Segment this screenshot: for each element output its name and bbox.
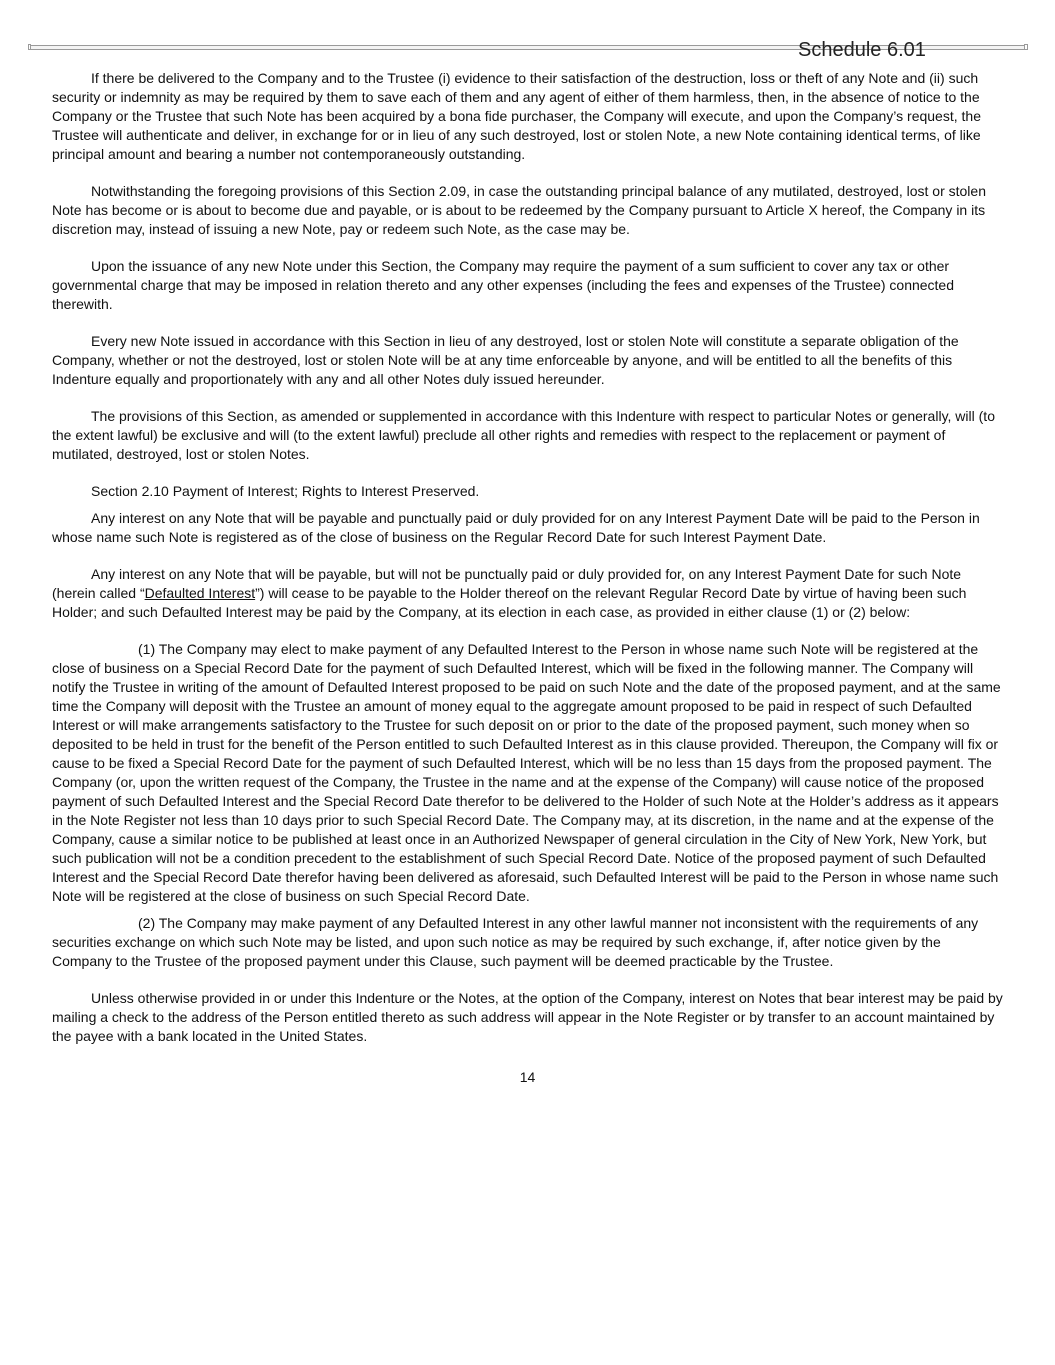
header-rule-end-left — [28, 44, 31, 50]
paragraph-pay-or-redeem: Notwithstanding the foregoing provisions of this Section 2.09, in case the outstanding principal balance of any mutilated, destroyed, lost or stolen Note has become or is about to become due and payable, or is about to be redeemed by the Company pursuant to Article X hereof, the Company in its discretion may, instead of issuing a new Note, pay or redeem such Note, as the case may be. — [52, 183, 986, 237]
clause-2-other-lawful-manner: (2) The Company may make payment of any Defaulted Interest in any other lawful manner not inconsistent with the requirements of any securities exchange on which such Note may be listed, and upon such notice as may be required by such exchange, if, after notice given by the Company to the Trustee of the proposed payment under this Clause, such payment will be deemed practicable by the Trustee. — [52, 915, 979, 969]
paragraph-separate-obligation: Every new Note issued in accordance with this Section in lieu of any destroyed, lost or stolen Note will constitute a separate obligation of the Company, whether or not the destroyed, lost or stolen Note will be at any time enforceable by anyone, and will be entitled to all the benefits of this Indenture equally and proportionately with any and all other Notes duly issued hereunder. — [52, 333, 959, 387]
defaulted-interest-intro: Any interest on any Note that will be payable, but will not be punctually paid or duly provided for, on any Interest Payment Date for such Note (herein called “ — [52, 566, 962, 601]
defined-term-defaulted-interest: Defaulted Interest — [144, 585, 256, 601]
paragraph-exclusive-remedy: The provisions of this Section, as amended or supplemented in accordance with this Indenture with respect to particular Notes or generally, will (to the extent lawful) be exclusive and will (to the extent lawful) preclude all other rights and remedies with respect to the replacement or payment of mutilated, destroyed, lost or stolen Notes. — [52, 408, 995, 462]
clause-1-special-record-date: (1) The Company may elect to make payment of any Defaulted Interest to the Person in whose name such Note will be registered at the close of business on a Special Record Date for the payment of such Defaulted Interest, which will be fixed in the following manner. The Company will notify the Trustee in writing of the amount of Defaulted Interest proposed to be paid on such Note and the date of the proposed payment, and at the same time the Company will deposit with the Trustee an amount of money equal to the aggregate amount proposed to be paid in respect of such Defaulted Interest or will make arrangements satisfactory to the Trustee for such deposit on or prior to the date of the proposed payment, such money when so deposited to be held in trust for the benefit of the Person entitled to such Defaulted Interest as in this clause provided. Thereupon, the Company will fix or cause to be fixed a Special Record Date for the payment of such Defaulted Interest, which will be no less than 15 days from the proposed payment. The Company (or, upon the written request of the Company, the Trustee in the name and at the expense of the Company) will cause notice of the proposed payment of such Defaulted Interest and the Special Record Date therefor to be delivered to the Holder of such Note at the Holder’s address as it appears in the Note Register not less than 10 days prior to such Special Record Date. The Company may, at its discretion, in the name and at the expense of the Company, cause a similar notice to be published at least once in an Authorized Newspaper of general circulation in the City of New York, New York, but such publication will not be a condition precedent to the establishment of such Special Record Date. Notice of the proposed payment of such Defaulted Interest and the Special Record Date therefor having been delivered as aforesaid, such Defaulted Interest will be paid to the Person in whose name such Note will be registered at the close of business on such Special Record Date. — [52, 641, 1001, 904]
header-rule-end-right — [1024, 44, 1028, 50]
paragraph-interest-paid: Any interest on any Note that will be payable and punctually paid or duly provided for on any Interest Payment Date will be paid to the Person in whose name such Note is registered as of the close of business on the Regular Record Date for such Interest Payment Date. — [52, 510, 980, 545]
paragraph-tax-charges: Upon the issuance of any new Note under this Section, the Company may require the payment of a sum sufficient to cover any tax or other governmental charge that may be imposed in relation thereto and any other expenses (including the fees and expenses of the Trustee) connected therewith. — [52, 258, 955, 312]
section-heading-2-10: Section 2.10 Payment of Interest; Rights to Interest Preserved. — [91, 483, 480, 499]
paragraph-lost-note-replacement: If there be delivered to the Company and to the Trustee (i) evidence to their satisfaction of the destruction, loss or theft of any Note and (ii) such security or indemnity as may be required by them to save each of them and any agent of either of them harmless, then, in the absence of notice to the Company or the Trustee that such Note has been acquired by a bona fide purchaser, the Company will execute, and upon the Company’s request, the Trustee will authenticate and deliver, in exchange for or in lieu of any such destroyed, lost or stolen Note, a new Note containing identical terms, of like principal amount and bearing a number not contemporaneously outstanding. — [52, 70, 981, 162]
defaulted-interest-rest: ”) will cease to be payable to the Holder thereof on the relevant Regular Record Date by virtue of having been such Holder; and such Defaulted Interest may be paid by the Company, at its election in each case, as provided in either clause (1) or (2) below: — [52, 585, 967, 620]
paragraph-defaulted-interest — [52, 565, 1004, 622]
paragraph-payment-method: Unless otherwise provided in or under this Indenture or the Notes, at the option of the Company, interest on Notes that bear interest may be paid by mailing a check to the address of the Person entitled thereto as such address will appear in the Note Register or by transfer to an account maintained by the payee with a bank located in the United States. — [52, 990, 1003, 1044]
document-body — [52, 69, 1004, 1064]
page-number: 14 — [519, 1069, 536, 1085]
schedule-label: Schedule 6.01 — [798, 39, 926, 61]
